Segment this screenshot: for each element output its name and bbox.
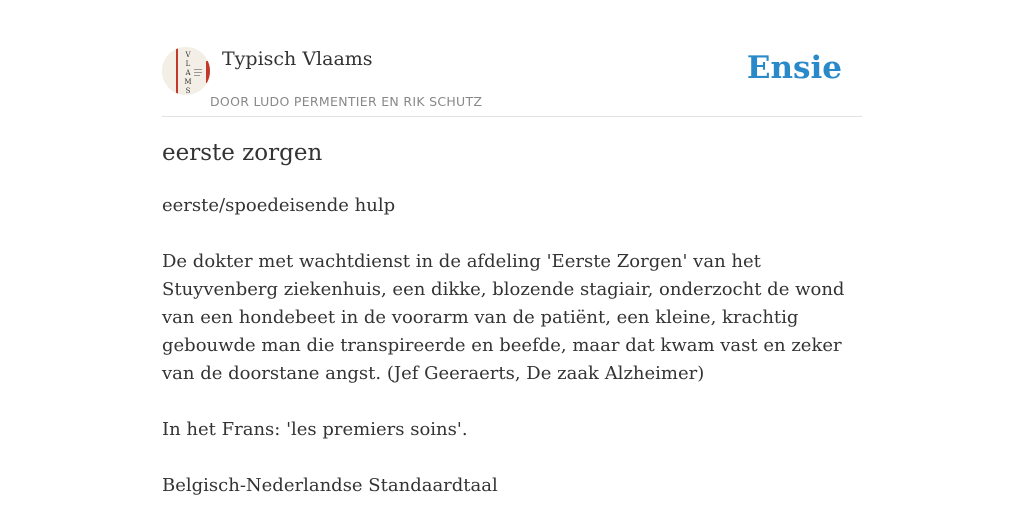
entry-term: eerste zorgen [162,140,323,166]
source-logo[interactable] [162,47,210,95]
logo-letter: A [185,69,191,77]
source-title[interactable]: Typisch Vlaams [222,48,373,70]
source-header [162,44,862,117]
definition-paragraph: eerste/spoedeisende hulp [162,195,396,216]
ensie-logo[interactable]: Ensie [746,50,842,86]
logo-letter: M [184,78,192,86]
logo-letter: S [185,87,191,95]
logo-letter: L [185,60,191,68]
source-authors: DOOR LUDO PERMENTIER EN RIK SCHUTZ [210,94,483,109]
entry-definition [162,192,862,500]
definition-paragraph: Belgisch-Nederlandse Standaardtaal [162,475,498,496]
book-cover-icon [162,47,210,95]
definition-paragraph: De dokter met wachtdienst in de afdeling 'Eerste Zorgen' van het Stuyvenberg ziekenhuis, een dikke, blozende stagiair, onderzocht de wond van een hondebeet in de voorarm van de patiënt, een kleine, krachtig gebouwde man die transpireerde en beefde, maar dat kwam vast en zeker van de doorstane angst. (Jef Geeraerts, De zaak Alzheimer) [162,251,845,384]
definition-paragraph: In het Frans: 'les premiers soins'. [162,419,468,440]
logo-letter: V [185,51,191,59]
